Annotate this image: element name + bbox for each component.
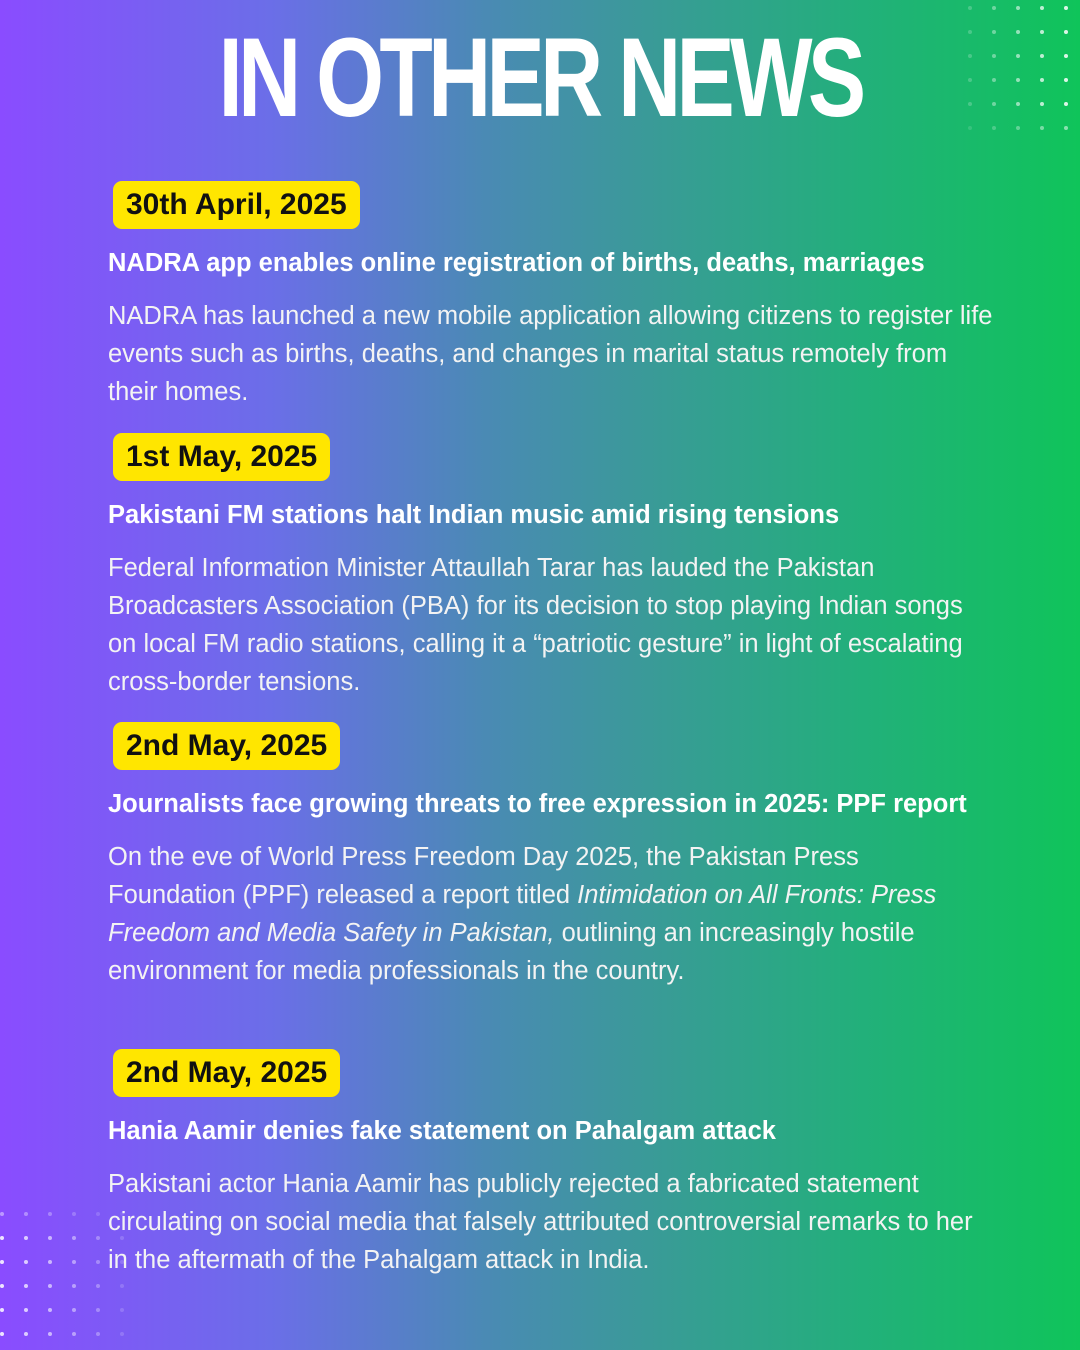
decorative-dot — [24, 1236, 28, 1240]
decorative-dot — [0, 1212, 4, 1216]
decorative-dot — [1064, 30, 1068, 34]
decorative-dot — [48, 1332, 52, 1336]
decorative-dot — [24, 1212, 28, 1216]
decorative-dot — [24, 1332, 28, 1336]
decorative-dot — [1016, 102, 1020, 106]
news-headline: Pakistani FM stations halt Indian music amid rising tensions — [108, 501, 840, 529]
decorative-dot — [120, 1284, 124, 1288]
decorative-dot — [96, 1260, 100, 1264]
date-badge: 1st May, 2025 — [113, 433, 330, 481]
decorative-dot — [120, 1332, 124, 1336]
decorative-dot — [48, 1236, 52, 1240]
decorative-dot — [968, 102, 972, 106]
decorative-dot — [0, 1236, 4, 1240]
news-body-text: outlining an increasingly hostile environment for media professionals in the country. — [108, 918, 915, 985]
decorative-dot — [72, 1260, 76, 1264]
decorative-dot — [968, 78, 972, 82]
decorative-dot — [0, 1284, 4, 1288]
news-headline: Journalists face growing threats to free expression in 2025: PPF report — [108, 790, 967, 818]
page-title: IN OTHER NEWS — [218, 15, 862, 140]
decorative-dot — [968, 54, 972, 58]
decorative-dot — [992, 54, 996, 58]
decorative-dot — [968, 6, 972, 10]
dot-pattern-top-right — [968, 6, 1078, 136]
date-badge: 2nd May, 2025 — [113, 722, 340, 770]
decorative-dot — [96, 1332, 100, 1336]
decorative-dot — [1064, 102, 1068, 106]
date-badge: 30th April, 2025 — [113, 181, 360, 229]
decorative-dot — [1040, 30, 1044, 34]
decorative-dot — [1040, 54, 1044, 58]
decorative-dot — [1016, 78, 1020, 82]
decorative-dot — [48, 1284, 52, 1288]
decorative-dot — [1064, 6, 1068, 10]
decorative-dot — [72, 1212, 76, 1216]
decorative-dot — [1064, 126, 1068, 130]
news-headline: NADRA app enables online registration of births, deaths, marriages — [108, 249, 925, 277]
news-body — [108, 838, 938, 990]
decorative-dot — [1040, 102, 1044, 106]
news-item — [108, 722, 1048, 990]
decorative-dot — [72, 1236, 76, 1240]
decorative-dot — [992, 30, 996, 34]
news-body: Federal Information Minister Attaullah Tarar has lauded the Pakistan Broadcasters Association (PBA) for its decision to stop playing Indian songs on local FM radio stations, calling it a “patriotic gesture” in light of escalating cross-border tensions. — [108, 553, 963, 696]
decorative-dot — [96, 1308, 100, 1312]
decorative-dot — [992, 102, 996, 106]
news-body: Pakistani actor Hania Aamir has publicly rejected a fabricated statement circulating on social media that falsely attributed controversial remarks to her in the aftermath of the Pahalgam attack in India. — [108, 1169, 973, 1274]
news-body: NADRA has launched a new mobile application allowing citizens to register life events such as births, deaths, and changes in marital status remotely from their homes. — [108, 301, 993, 406]
decorative-dot — [96, 1284, 100, 1288]
decorative-dot — [1016, 54, 1020, 58]
decorative-dot — [1016, 126, 1020, 130]
decorative-dot — [48, 1308, 52, 1312]
decorative-dot — [72, 1332, 76, 1336]
decorative-dot — [992, 78, 996, 82]
decorative-dot — [1064, 54, 1068, 58]
decorative-dot — [1016, 6, 1020, 10]
decorative-dot — [24, 1284, 28, 1288]
decorative-dot — [120, 1308, 124, 1312]
decorative-dot — [24, 1260, 28, 1264]
decorative-dot — [96, 1212, 100, 1216]
decorative-dot — [96, 1236, 100, 1240]
decorative-dot — [1040, 6, 1044, 10]
news-item — [108, 181, 1048, 411]
report-title: Intimidation on All Fronts: Press Freedom and Media Safety in Pakistan, — [108, 880, 937, 947]
news-item — [108, 433, 1048, 701]
decorative-dot — [1064, 78, 1068, 82]
decorative-dot — [48, 1260, 52, 1264]
decorative-dot — [0, 1260, 4, 1264]
decorative-dot — [48, 1212, 52, 1216]
news-headline: Hania Aamir denies fake statement on Pahalgam attack — [108, 1117, 776, 1145]
decorative-dot — [0, 1308, 4, 1312]
decorative-dot — [72, 1284, 76, 1288]
news-item — [108, 1049, 1048, 1279]
decorative-dot — [968, 30, 972, 34]
decorative-dot — [992, 6, 996, 10]
date-badge: 2nd May, 2025 — [113, 1049, 340, 1097]
decorative-dot — [968, 126, 972, 130]
decorative-dot — [1040, 78, 1044, 82]
decorative-dot — [992, 126, 996, 130]
news-body-text: On the eve of World Press Freedom Day 2025, the Pakistan Press Foundation (PPF) released a report titled — [108, 842, 859, 909]
decorative-dot — [24, 1308, 28, 1312]
decorative-dot — [1040, 126, 1044, 130]
decorative-dot — [0, 1332, 4, 1336]
decorative-dot — [1016, 30, 1020, 34]
decorative-dot — [72, 1308, 76, 1312]
